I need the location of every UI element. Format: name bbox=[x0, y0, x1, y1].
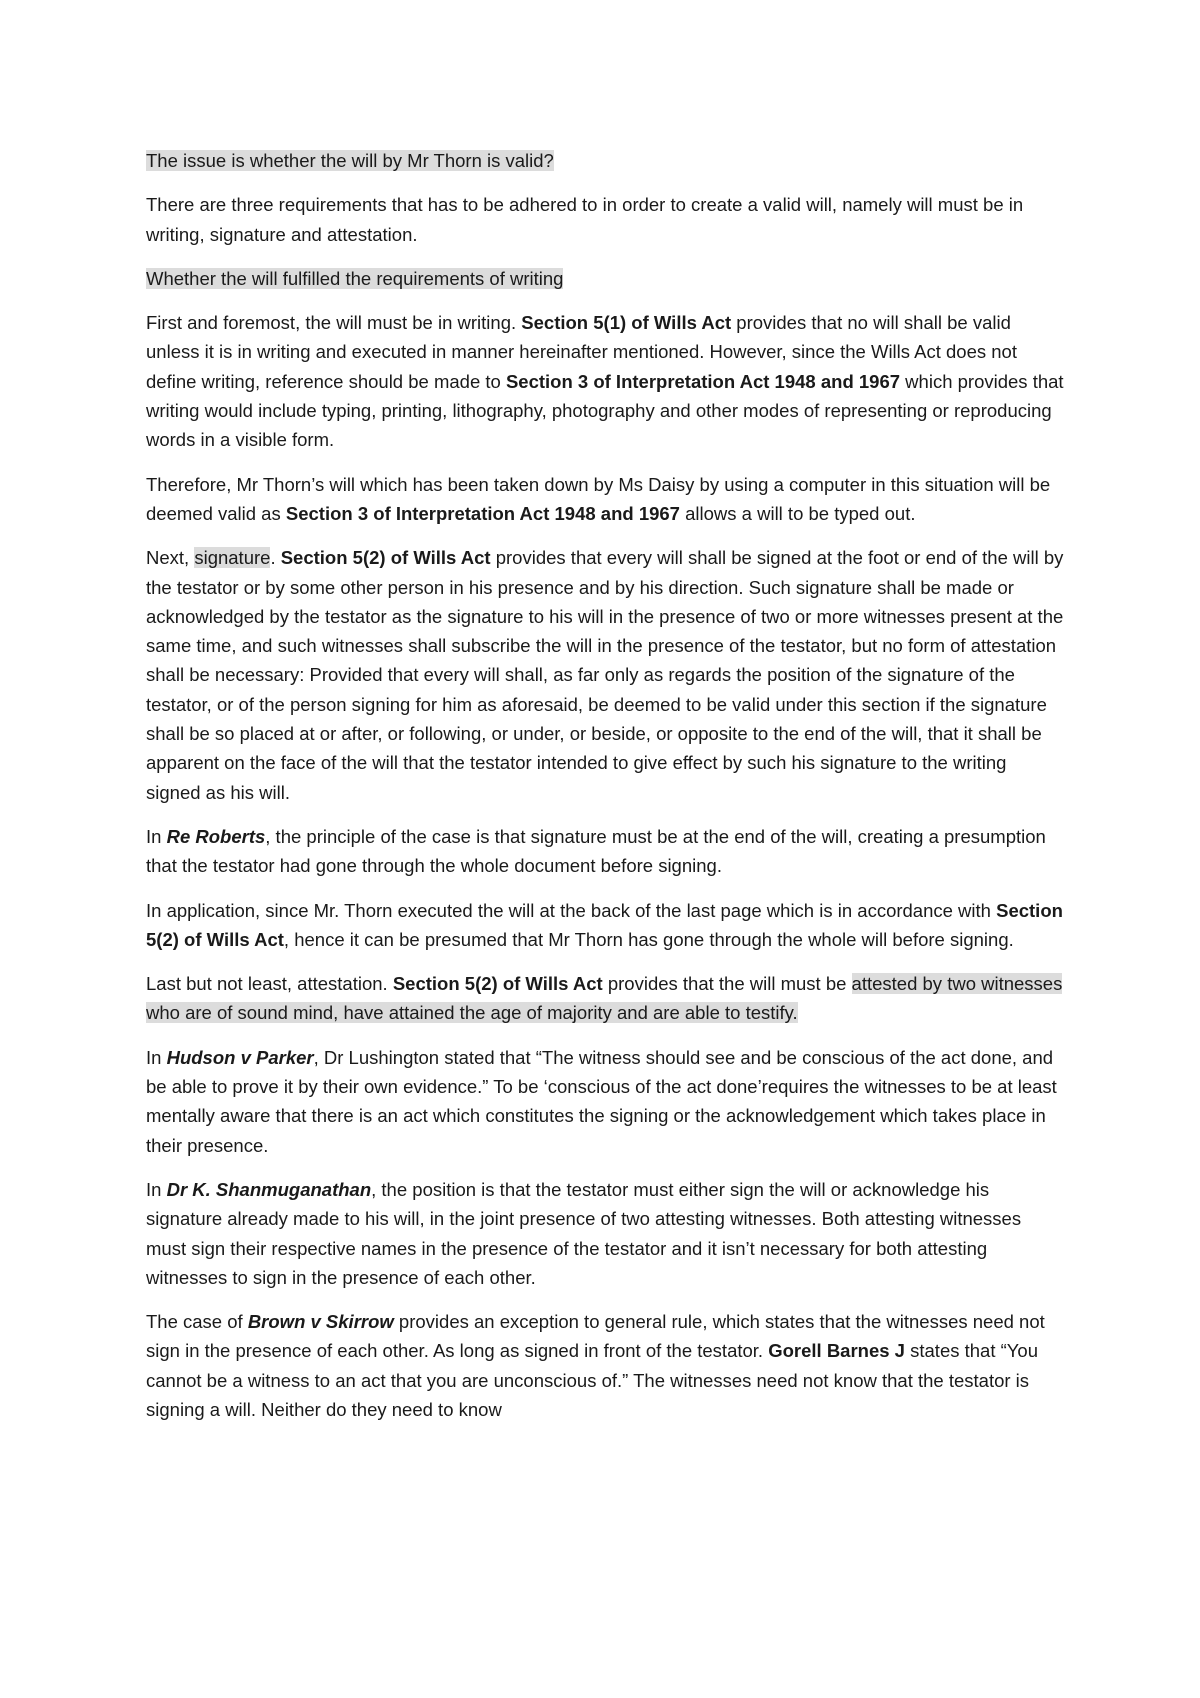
text-run: provides an exception to general rule, which states that the witnesses need not sign in the presence of each other. As long as signed in front of the testator. bbox=[146, 1311, 1045, 1362]
signature-application-paragraph bbox=[146, 896, 1066, 955]
statute-reference: Section 5(1) of Wills Act bbox=[521, 312, 732, 334]
re-roberts-paragraph bbox=[146, 822, 1066, 881]
text-run: In bbox=[146, 1178, 167, 1200]
brown-skirrow-paragraph bbox=[146, 1307, 1066, 1424]
document-page bbox=[146, 146, 1066, 1439]
text-run: Last but not least, attestation. bbox=[146, 973, 393, 995]
text-run: states that “You cannot be a witness to an act that you are unconscious of.” The witnesses need not know that the testator is signing a will. Neither do they need to know bbox=[146, 1340, 1038, 1420]
text-run: , Dr Lushington stated that “The witness should see and be conscious of the act done, and be able to prove it by their own evidence.” To be ‘conscious of the act done’requires the witnesses to be at least mentally aware that there is an act which constitutes the signing or the acknowledgement which takes place in their presence. bbox=[146, 1046, 1057, 1156]
writing-paragraph bbox=[146, 308, 1066, 454]
text-run: allows a will to be typed out. bbox=[679, 502, 916, 524]
issue-heading: The issue is whether the will by Mr Thorn is valid? bbox=[146, 150, 554, 171]
text-run: , the principle of the case is that signature must be at the end of the will, creating a presumption that the testator had gone through the whole document before signing. bbox=[146, 825, 1046, 877]
text-run: , hence it can be presumed that Mr Thorn has gone through the whole will before signing. bbox=[283, 928, 1014, 950]
statute-reference: Section 5(2) of Wills Act bbox=[280, 547, 491, 569]
text-run: In bbox=[146, 825, 167, 847]
text-run: provides that no will shall be valid unless it is in writing and executed in manner hereinafter mentioned. However, since the Wills Act does not define writing, reference should be made to bbox=[146, 312, 1017, 392]
text-run: provides that every will shall be signed at the foot or end of the will by the testator or by some other person in his presence and by his direction. Such signature shall be made or acknowledged by the testator as the signature to his will in the presence of two or more witnesses present at the same time, and such witnesses shall subscribe the will in the presence of the testator, but no form of attestation shall be necessary: Provided that every will shall, as far only as regards the position of the signature of the testator, or of the person signing for him as aforesaid, be deemed to be valid under this section if the signature shall be so placed at or after, or following, or under, or beside, or opposite to the end of the will, that it shall be apparent on the face of the will that the testator intended to give effect by such his signature to the writing signed as his will. bbox=[146, 547, 1064, 803]
shanmuganathan-paragraph bbox=[146, 1175, 1066, 1292]
attestation-paragraph bbox=[146, 969, 1066, 1028]
requirements-paragraph: There are three requirements that has to be adhered to in order to create a valid will, namely will must be in writing, signature and attestation. bbox=[146, 194, 1024, 245]
text-run: The case of bbox=[146, 1311, 248, 1333]
issue-paragraph bbox=[146, 146, 1066, 175]
judge-name: Gorell Barnes J bbox=[768, 1340, 905, 1362]
text-run: . bbox=[270, 547, 281, 569]
statute-reference: Section 5(2) of Wills Act bbox=[392, 973, 603, 995]
case-name: Dr K. Shanmuganathan bbox=[166, 1178, 372, 1200]
writing-heading-paragraph bbox=[146, 264, 1066, 293]
text-run: First and foremost, the will must be in writing. bbox=[146, 312, 522, 334]
writing-application-paragraph bbox=[146, 470, 1066, 529]
text-run: Therefore, Mr Thorn’s will which has been taken down by Ms Daisy by using a computer in this situation will be deemed valid as bbox=[146, 473, 1051, 524]
statute-reference: Section 3 of Interpretation Act 1948 and 1967 bbox=[285, 502, 680, 524]
text-run: In application, since Mr. Thorn executed the will at the back of the last page which is in accordance with bbox=[146, 899, 997, 921]
attestation-highlight: attested by two witnesses who are of sound mind, have attained the age of majority and are able to testify. bbox=[146, 973, 1063, 1024]
signature-highlight: signature bbox=[194, 547, 271, 569]
writing-heading: Whether the will fulfilled the requirements of writing bbox=[146, 267, 564, 289]
statute-reference: Section 3 of Interpretation Act 1948 and 1967 bbox=[505, 370, 901, 392]
case-name: Hudson v Parker bbox=[166, 1046, 314, 1068]
text-run: Next, bbox=[146, 547, 195, 569]
text-run: In bbox=[146, 1046, 167, 1068]
hudson-parker-paragraph bbox=[146, 1043, 1066, 1160]
statute-reference: Section 5(2) of Wills Act bbox=[146, 899, 1063, 950]
text-run: which provides that writing would include typing, printing, lithography, photography and other modes of representing or reproducing words in a visible form. bbox=[146, 370, 1064, 451]
text-run: provides that the will must be bbox=[602, 973, 852, 995]
case-name: Re Roberts bbox=[166, 825, 266, 847]
text-run: , the position is that the testator must either sign the will or acknowledge his signature already made to his will, in the joint presence of two attesting witnesses. Both attesting witnesses must sign their respective names in the presence of the testator and it isn’t necessary for both attesting witnesses to sign in the presence of each other. bbox=[146, 1178, 1022, 1288]
signature-paragraph bbox=[146, 543, 1066, 807]
case-name: Brown v Skirrow bbox=[247, 1311, 394, 1333]
